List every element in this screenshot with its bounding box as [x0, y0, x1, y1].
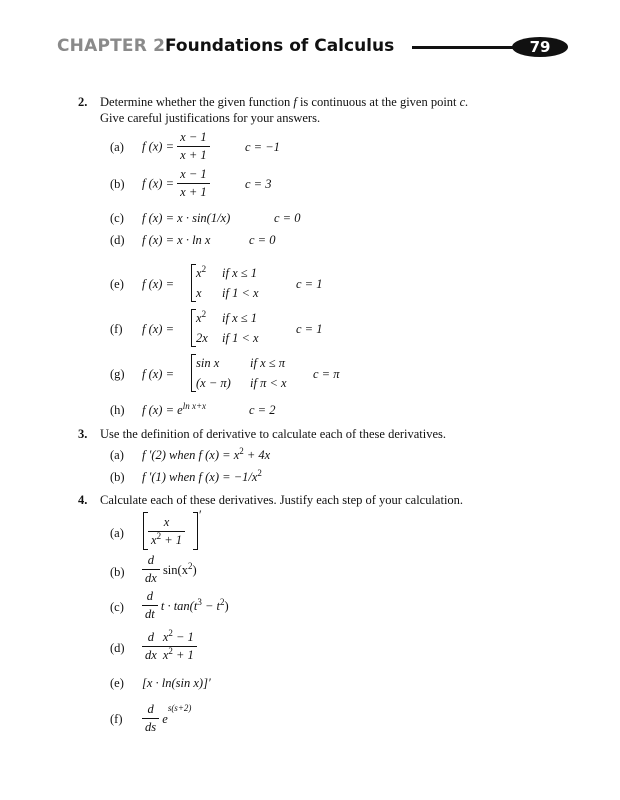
p2b-label: (b) — [110, 177, 125, 191]
p4f-expression: $\frac{d}{ds}$ $e^{s(s+2)}$ — [142, 701, 191, 736]
p4c-expression: $\frac{d}{dt}$ $t \cdot \tan(t^3 - t^2)$ — [142, 588, 229, 623]
p2e-point: c = 1 — [296, 277, 323, 291]
p2f-point: c = 1 — [296, 322, 323, 336]
p2e-case1-cond: if x ≤ 1 — [222, 266, 257, 280]
p3a-label: (a) — [110, 448, 124, 462]
p2f-label: (f) — [110, 322, 123, 336]
p2f-case1-cond: if x ≤ 1 — [222, 311, 257, 325]
problem-4-text: Calculate each of these derivatives. Justify each step of your calculation. — [100, 493, 464, 507]
p2c-expression: f (x) = x · sin(1/x) — [142, 211, 231, 225]
p2e-lhs: f (x) = — [142, 277, 175, 291]
p4a-label: (a) — [110, 526, 124, 540]
p2h-point: c = 2 — [249, 403, 276, 417]
problem-3-number: 3. — [78, 427, 88, 441]
p2h-expression: f $(x) = e^{ln x+x}$ — [142, 400, 207, 417]
page-number: 79 — [512, 37, 568, 57]
p2d-label: (d) — [110, 233, 125, 247]
problem-2-line1: Determine whether the given function f is continuous at the given point c. — [100, 95, 469, 109]
p2f-case2-cond: if 1 < x — [222, 331, 259, 345]
p2f-case1: $x^2$ — [196, 308, 207, 325]
problem-3-text: Use the definition of derivative to calculate each of these derivatives. — [100, 427, 447, 441]
p2d-point: c = 0 — [249, 233, 276, 247]
problem-4-number: 4. — [78, 493, 88, 507]
p3a-expression: f ′(2) when f $(x) = x^2 + 4x$ — [142, 445, 271, 462]
p4d-label: (d) — [110, 641, 125, 655]
p2a-point: c = −1 — [245, 140, 280, 154]
p4d-expression: $\frac{d}{dx}$ $\frac{x^2 - 1}{x^2 + 1}$ — [142, 629, 197, 664]
p2a-label: (a) — [110, 140, 124, 154]
p2g-case1-cond: if x ≤ π — [250, 356, 285, 370]
p4a-right-bracket — [193, 512, 198, 550]
p2e-case1: $x^2$ — [196, 263, 207, 280]
p2f-case2: 2x — [196, 331, 208, 345]
p2c-point: c = 0 — [274, 211, 301, 225]
p4f-label: (f) — [110, 712, 123, 726]
p3b-expression: f ′(1) when f $(x) = -1/x^2$ — [142, 467, 262, 484]
p2g-case2: (x − π) — [196, 376, 231, 390]
p2f-lhs: f (x) = — [142, 322, 175, 336]
p2g-case2-cond: if π < x — [250, 376, 287, 390]
p4e-expression: [x · ln(sin x)]′ — [142, 676, 211, 690]
p2e-case2: x — [196, 286, 202, 300]
p2c-label: (c) — [110, 211, 124, 225]
p4b-label: (b) — [110, 565, 125, 579]
p3b-label: (b) — [110, 470, 125, 484]
p4c-label: (c) — [110, 600, 124, 614]
problem-2-number: 2. — [78, 95, 88, 109]
chapter-label: CHAPTER 2 — [57, 36, 166, 56]
p4a-prime: ′ — [199, 508, 202, 522]
p2d-expression: f (x) = x · ln x — [142, 233, 211, 247]
p2b-point: c = 3 — [245, 177, 272, 191]
p2g-case1: sin x — [196, 356, 220, 370]
p4a-fraction: $\frac{x}{x^2 + 1}$ — [148, 514, 185, 549]
p2g-lhs: f (x) = — [142, 367, 175, 381]
p4b-expression: $\frac{d}{dx}$ $\sin(x^2)$ — [142, 552, 197, 587]
p2e-label: (e) — [110, 277, 124, 291]
p2g-point: c = π — [313, 367, 340, 381]
p2b-expression: f (x) = $\frac{x - 1}{x + 1}$ — [142, 166, 210, 201]
p2h-label: (h) — [110, 403, 125, 417]
problem-2-line2: Give careful justifications for your answers. — [100, 111, 321, 125]
p2e-case2-cond: if 1 < x — [222, 286, 259, 300]
p2a-expression: f (x) = $\frac{x - 1}{x + 1}$ — [142, 129, 210, 164]
p2g-label: (g) — [110, 367, 125, 381]
p4e-label: (e) — [110, 676, 124, 690]
header-rule — [412, 46, 522, 49]
chapter-title: Foundations of Calculus — [165, 36, 395, 56]
